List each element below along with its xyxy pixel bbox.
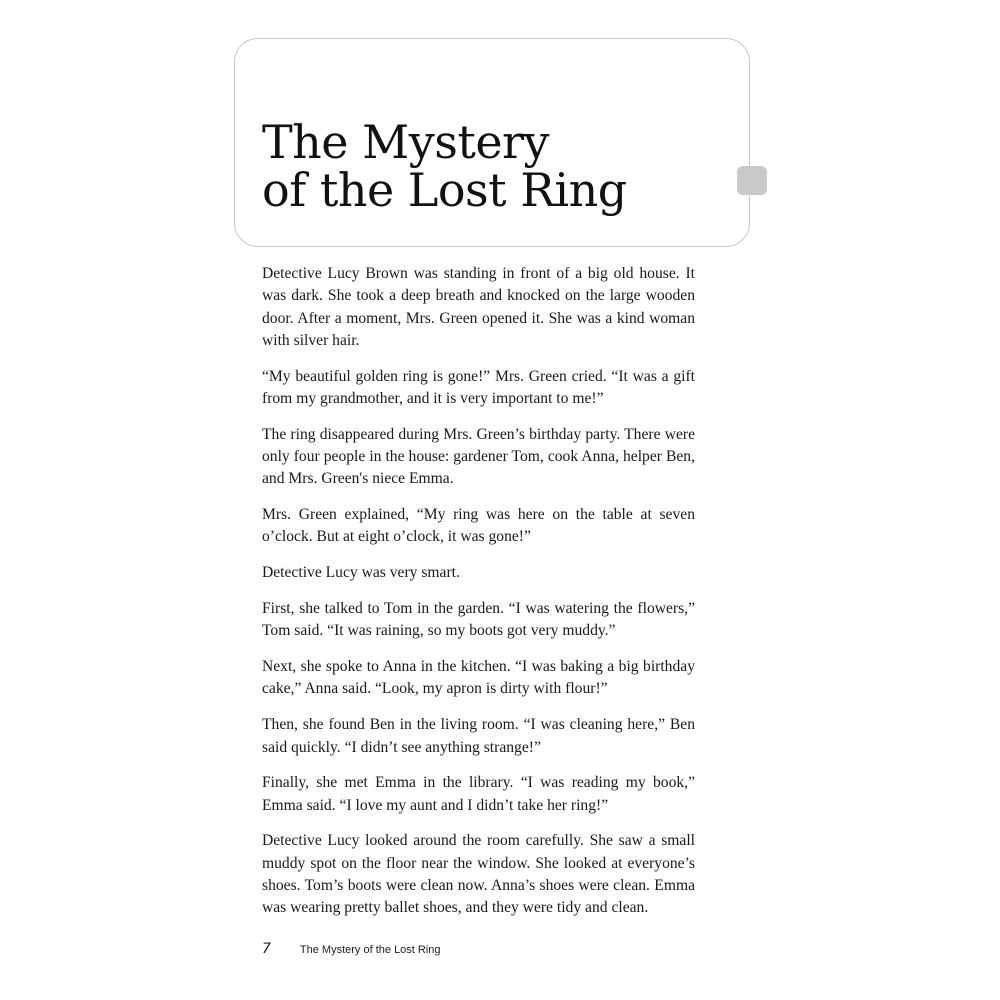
paragraph: Then, she found Ben in the living room. “I was cleaning here,” Ben said quickly. “I didn’t see anything strange!” [262, 716, 695, 756]
paragraph: Next, she spoke to Anna in the kitchen. “I was baking a big birthday cake,” Anna said. “Look, my apron is dirty with flour!” [262, 658, 695, 698]
paragraph: Detective Lucy looked around the room carefully. She saw a small muddy spot on the floor near the window. She looked at everyone’s shoes. Tom’s boots were clean now. Anna’s shoes were clean. Emma was wearing pretty ballet shoes, and they were tidy and clean. [262, 832, 695, 917]
page-tab-marker [737, 166, 767, 195]
paragraph: The ring disappeared during Mrs. Green’s birthday party. There were only four people in the house: gardener Tom, cook Anna, helper Ben, and Mrs. Green's niece Emma. [262, 425, 695, 488]
chapter-title-line-1: The Mystery [262, 115, 550, 169]
paragraph: Detective Lucy Brown was standing in front of a big old house. It was dark. She took a deep breath and knocked on the large wooden door. After a moment, Mrs. Green opened it. She was a kind woman with silver hair. [262, 265, 695, 349]
page-footer [262, 941, 441, 961]
page-number: 7 [262, 941, 271, 957]
paragraph: “My beautiful golden ring is gone!” Mrs. Green cried. “It was a gift from my grandmother, and it is very important to me!” [262, 367, 695, 407]
chapter-title [262, 115, 627, 217]
running-title: The Mystery of the Lost Ring [299, 944, 441, 956]
chapter-title-line-2: of the Lost Ring [262, 163, 627, 217]
paragraph: Mrs. Green explained, “My ring was here on the table at seven o’clock. But at eight o’clock, it was gone!” [262, 506, 695, 546]
paragraph: Finally, she met Emma in the library. “I was reading my book,” Emma said. “I love my aunt and I didn’t take her ring!” [262, 774, 695, 814]
paragraph: First, she talked to Tom in the garden. “I was watering the flowers,” Tom said. “It was raining, so my boots got very muddy.” [262, 600, 695, 640]
story-body [262, 263, 695, 933]
paragraph: Detective Lucy was very smart. [262, 564, 460, 582]
